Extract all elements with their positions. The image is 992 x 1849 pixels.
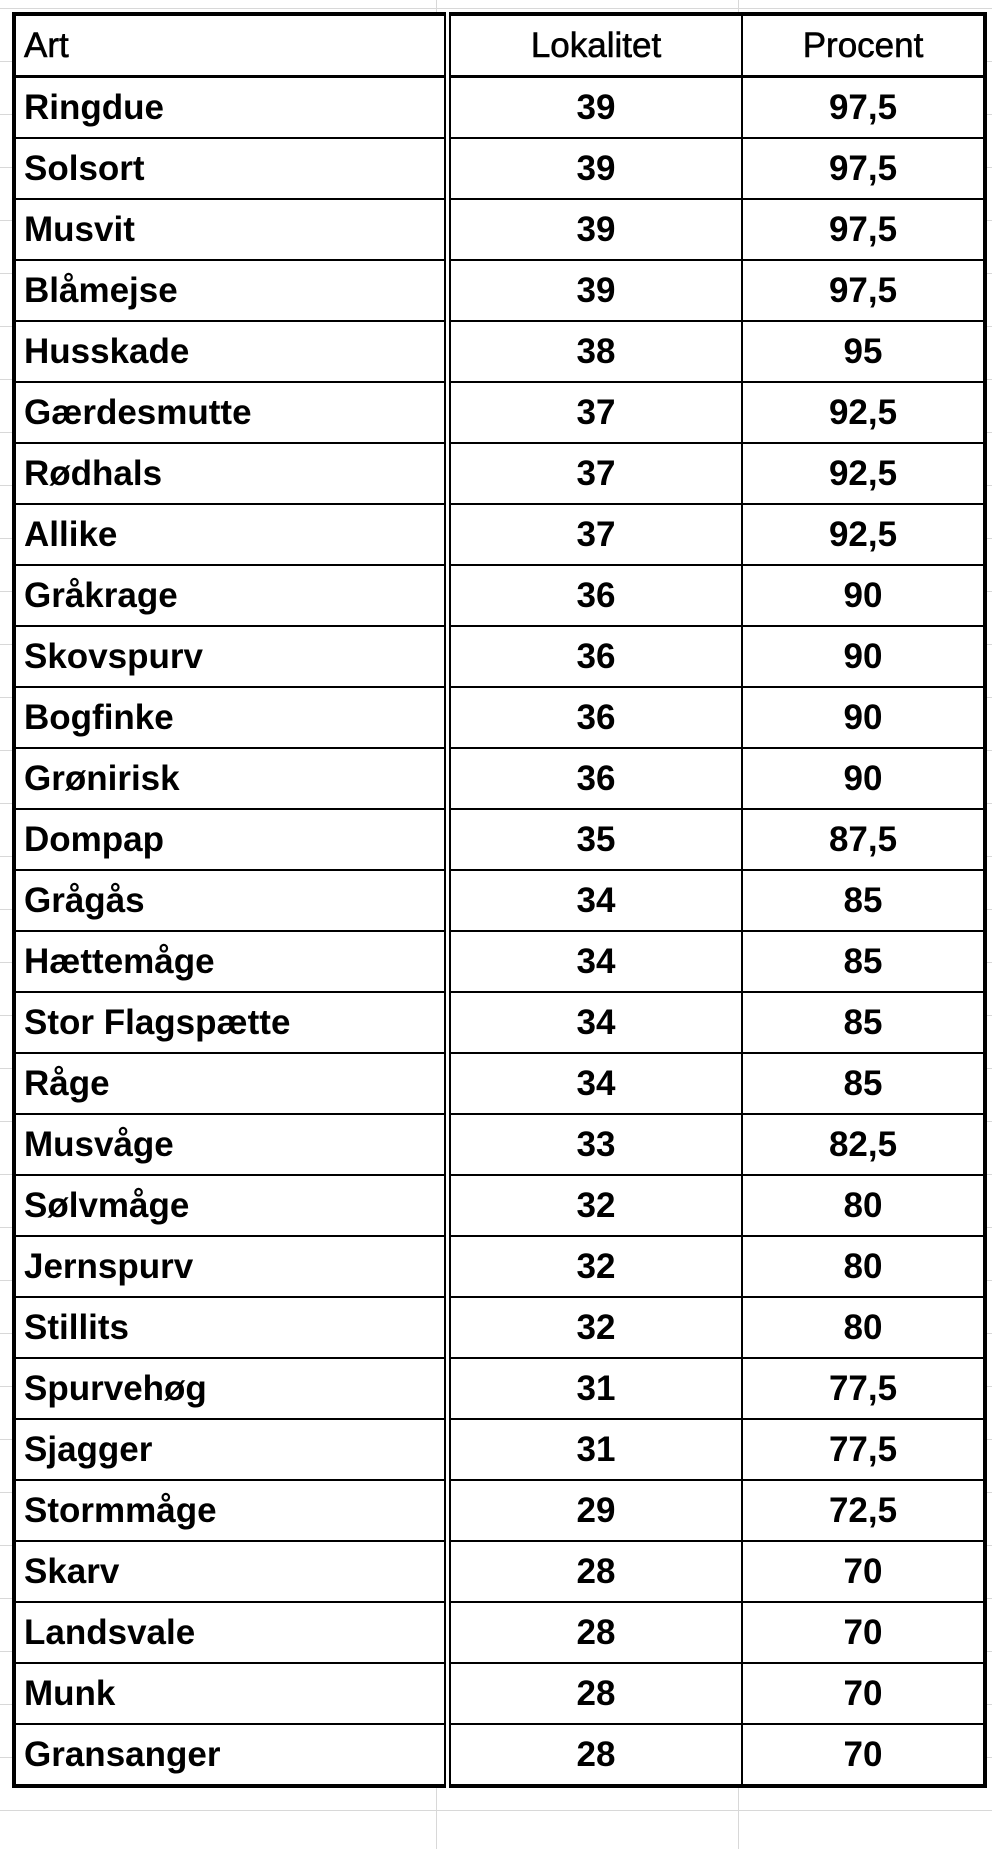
cell-lokalitet[interactable]: 31 [448,1358,743,1419]
cell-art[interactable]: Hættemåge [14,931,448,992]
cell-art[interactable]: Musvåge [14,1114,448,1175]
cell-art[interactable]: Skarv [14,1541,448,1602]
cell-art[interactable]: Bogfinke [14,687,448,748]
cell-art[interactable]: Dompap [14,809,448,870]
table-row [14,1419,985,1480]
cell-lokalitet[interactable]: 36 [448,565,743,626]
cell-lokalitet[interactable]: 32 [448,1297,743,1358]
cell-procent[interactable]: 90 [742,565,985,626]
cell-lokalitet[interactable]: 39 [448,260,743,321]
table-row [14,1175,985,1236]
table-row [14,382,985,443]
cell-lokalitet[interactable]: 34 [448,1053,743,1114]
table-row [14,1236,985,1297]
cell-procent[interactable]: 70 [742,1724,985,1786]
cell-procent[interactable]: 87,5 [742,809,985,870]
table-row [14,321,985,382]
cell-lokalitet[interactable]: 38 [448,321,743,382]
table-row [14,1724,985,1786]
cell-lokalitet[interactable]: 28 [448,1724,743,1786]
cell-lokalitet[interactable]: 36 [448,626,743,687]
cell-art[interactable]: Grønirisk [14,748,448,809]
cell-lokalitet[interactable]: 36 [448,687,743,748]
cell-art[interactable]: Gråkrage [14,565,448,626]
cell-lokalitet[interactable]: 34 [448,992,743,1053]
cell-art[interactable]: Spurvehøg [14,1358,448,1419]
cell-procent[interactable]: 97,5 [742,199,985,260]
cell-art[interactable]: Blåmejse [14,260,448,321]
cell-procent[interactable]: 90 [742,687,985,748]
table-row [14,565,985,626]
cell-lokalitet[interactable]: 39 [448,77,743,139]
cell-art[interactable]: Allike [14,504,448,565]
table-row [14,626,985,687]
cell-art[interactable]: Stillits [14,1297,448,1358]
cell-procent[interactable]: 77,5 [742,1419,985,1480]
cell-procent[interactable]: 95 [742,321,985,382]
cell-lokalitet[interactable]: 37 [448,504,743,565]
cell-lokalitet[interactable]: 33 [448,1114,743,1175]
cell-lokalitet[interactable]: 28 [448,1602,743,1663]
cell-procent[interactable]: 85 [742,870,985,931]
table-row [14,1480,985,1541]
gridline [0,8,992,9]
cell-art[interactable]: Husskade [14,321,448,382]
cell-lokalitet[interactable]: 35 [448,809,743,870]
cell-procent[interactable]: 77,5 [742,1358,985,1419]
cell-art[interactable]: Gransanger [14,1724,448,1786]
table-row [14,1663,985,1724]
cell-procent[interactable]: 82,5 [742,1114,985,1175]
header-art[interactable]: Art [14,14,448,77]
table-row [14,77,985,139]
header-procent[interactable]: Procent [742,14,985,77]
cell-art[interactable]: Landsvale [14,1602,448,1663]
cell-lokalitet[interactable]: 36 [448,748,743,809]
cell-procent[interactable]: 85 [742,1053,985,1114]
cell-lokalitet[interactable]: 28 [448,1663,743,1724]
cell-procent[interactable]: 92,5 [742,382,985,443]
cell-procent[interactable]: 80 [742,1175,985,1236]
cell-lokalitet[interactable]: 39 [448,199,743,260]
cell-art[interactable]: Rødhals [14,443,448,504]
cell-art[interactable]: Skovspurv [14,626,448,687]
cell-procent[interactable]: 80 [742,1236,985,1297]
cell-lokalitet[interactable]: 28 [448,1541,743,1602]
table-row [14,1114,985,1175]
cell-art[interactable]: Jernspurv [14,1236,448,1297]
gridline [0,1810,992,1811]
table-row [14,1541,985,1602]
cell-procent[interactable]: 92,5 [742,504,985,565]
table-row [14,1053,985,1114]
table-row [14,1358,985,1419]
cell-procent[interactable]: 70 [742,1663,985,1724]
table-row [14,748,985,809]
cell-lokalitet[interactable]: 34 [448,931,743,992]
cell-procent[interactable]: 85 [742,992,985,1053]
cell-art[interactable]: Gærdesmutte [14,382,448,443]
cell-procent[interactable]: 85 [742,931,985,992]
cell-lokalitet[interactable]: 39 [448,138,743,199]
cell-art[interactable]: Stor Flagspætte [14,992,448,1053]
table-row [14,443,985,504]
cell-lokalitet[interactable]: 37 [448,382,743,443]
cell-lokalitet[interactable]: 29 [448,1480,743,1541]
cell-art[interactable]: Sjagger [14,1419,448,1480]
table-row [14,260,985,321]
table-row [14,687,985,748]
table-row [14,504,985,565]
cell-procent[interactable]: 97,5 [742,260,985,321]
table-row [14,870,985,931]
cell-procent[interactable]: 97,5 [742,77,985,139]
cell-procent[interactable]: 90 [742,626,985,687]
cell-procent[interactable]: 72,5 [742,1480,985,1541]
cell-lokalitet[interactable]: 34 [448,870,743,931]
table-header-row [14,14,985,77]
table-row [14,809,985,870]
cell-procent[interactable]: 97,5 [742,138,985,199]
cell-procent[interactable]: 90 [742,748,985,809]
table-row [14,1602,985,1663]
cell-procent[interactable]: 70 [742,1541,985,1602]
cell-art[interactable]: Råge [14,1053,448,1114]
cell-lokalitet[interactable]: 37 [448,443,743,504]
table-body [14,77,985,1787]
cell-procent[interactable]: 80 [742,1297,985,1358]
cell-art[interactable]: Sølvmåge [14,1175,448,1236]
table-row [14,199,985,260]
cell-art[interactable]: Solsort [14,138,448,199]
cell-lokalitet[interactable]: 32 [448,1175,743,1236]
cell-art[interactable]: Munk [14,1663,448,1724]
table-row [14,1297,985,1358]
cell-art[interactable]: Musvit [14,199,448,260]
header-lokalitet[interactable]: Lokalitet [448,14,743,77]
species-table [12,12,987,1788]
cell-procent[interactable]: 70 [742,1602,985,1663]
table-row [14,931,985,992]
cell-lokalitet[interactable]: 31 [448,1419,743,1480]
table-row [14,138,985,199]
cell-art[interactable]: Ringdue [14,77,448,139]
cell-art[interactable]: Stormmåge [14,1480,448,1541]
cell-art[interactable]: Grågås [14,870,448,931]
cell-procent[interactable]: 92,5 [742,443,985,504]
table-row [14,992,985,1053]
cell-lokalitet[interactable]: 32 [448,1236,743,1297]
